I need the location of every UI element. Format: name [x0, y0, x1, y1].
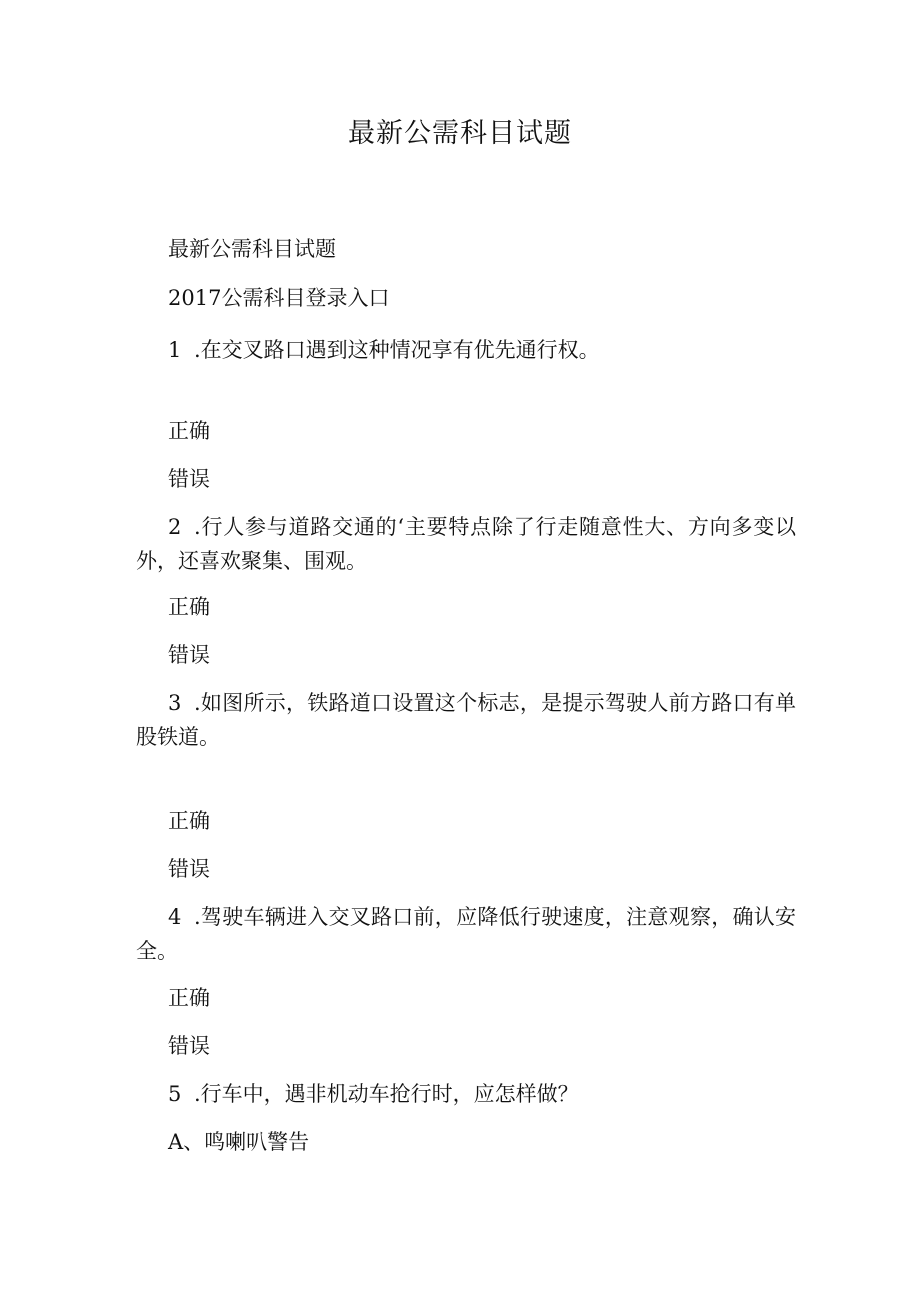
- question-5-number: 5: [168, 1082, 182, 1106]
- question-2: [136, 510, 796, 578]
- question-3-text: .如图所示，铁路道口设置这个标志，是提示驾驶人前方路口有单股铁道。: [136, 691, 796, 749]
- question-4-number: 4: [168, 905, 182, 929]
- question-3-number: 3: [168, 691, 182, 715]
- question-5: [168, 1077, 579, 1111]
- question-5-option-a: A、鸣喇叭警告: [168, 1130, 310, 1154]
- question-3: [136, 686, 796, 754]
- question-5-text: .行车中，遇非机动车抢行时，应怎样做？: [194, 1082, 579, 1106]
- question-3-option-correct: 正确: [168, 809, 210, 833]
- question-2-number: 2: [168, 515, 182, 539]
- document-title: 最新公需科目试题: [348, 118, 572, 149]
- question-1-text: .在交叉路口遇到这种情况享有优先通行权。: [194, 338, 600, 362]
- entry-line: 2017公需科目登录入口: [168, 286, 390, 310]
- question-4-option-wrong: 错误: [168, 1034, 210, 1058]
- question-2-option-correct: 正确: [168, 595, 210, 619]
- question-2-option-wrong: 错误: [168, 643, 210, 667]
- question-1-number: 1: [168, 338, 182, 362]
- question-2-text: .行人参与道路交通的‘主要特点除了行走随意性大、方向多变以外，还喜欢聚集、围观。: [136, 515, 796, 573]
- question-1: [136, 333, 796, 367]
- question-1-option-correct: 正确: [168, 419, 210, 443]
- question-1-option-wrong: 错误: [168, 467, 210, 491]
- question-4-option-correct: 正确: [168, 986, 210, 1010]
- question-4: [136, 900, 796, 968]
- document-subtitle: 最新公需科目试题: [168, 237, 336, 261]
- question-4-text: .驾驶车辆进入交叉路口前，应降低行驶速度，注意观察，确认安全。: [136, 905, 796, 963]
- question-3-option-wrong: 错误: [168, 857, 210, 881]
